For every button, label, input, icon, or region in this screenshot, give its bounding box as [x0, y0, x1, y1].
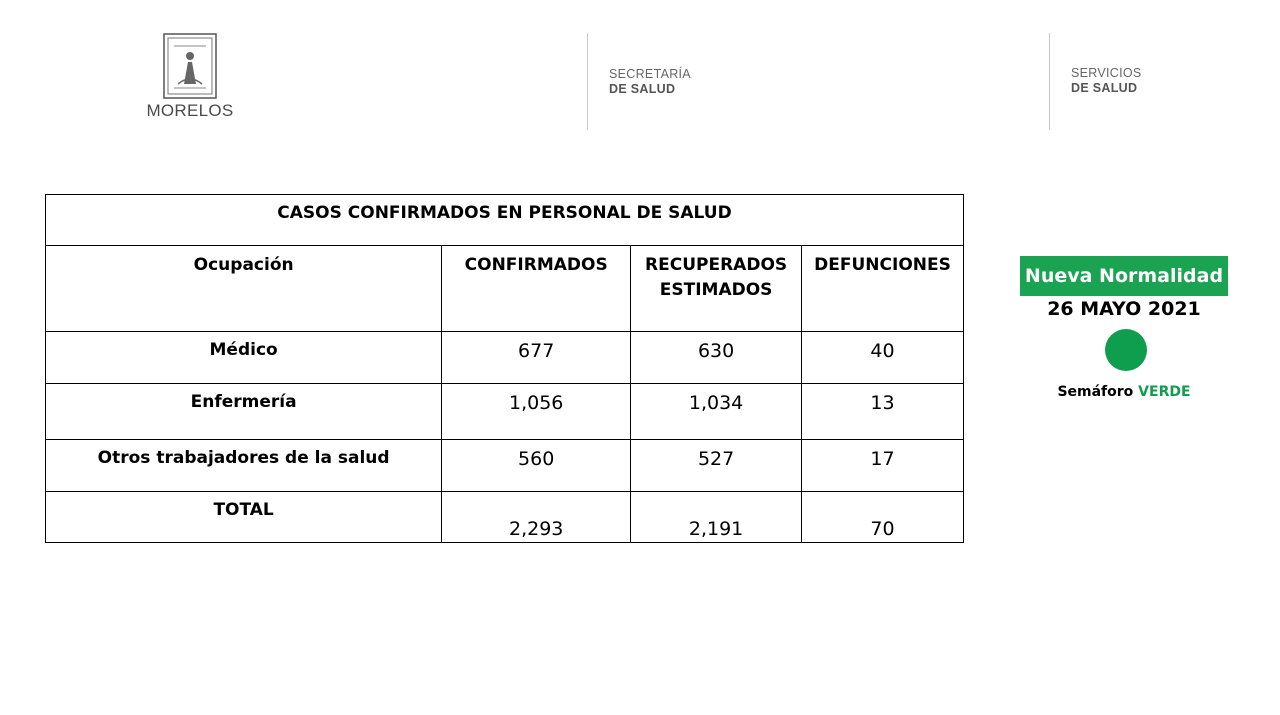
col-header-recovered	[631, 246, 802, 332]
row-recovered: 527	[631, 440, 802, 492]
semaforo-value: VERDE	[1138, 384, 1191, 400]
row-recovered: 630	[631, 332, 802, 384]
servicios-line1: SERVICIOS	[1071, 66, 1142, 80]
table-total-row	[46, 492, 964, 543]
semaforo-label: Semáforo	[1057, 384, 1134, 400]
morelos-logo-text: MORELOS	[146, 101, 234, 120]
row-confirmed: 1,056	[442, 384, 631, 440]
nueva-normalidad-badge: Nueva Normalidad	[1020, 256, 1228, 296]
total-confirmed: 2,293	[442, 492, 631, 543]
cases-table	[45, 194, 964, 543]
col-header-confirmed: CONFIRMADOS	[442, 246, 631, 332]
row-occupation: Enfermería	[46, 384, 442, 440]
col-header-recovered-line2: ESTIMADOS	[659, 280, 773, 300]
row-confirmed: 677	[442, 332, 631, 384]
traffic-light-icon	[1105, 329, 1147, 371]
row-occupation: Otros trabajadores de la salud	[46, 440, 442, 492]
table-row	[46, 384, 964, 440]
semaforo-status	[1020, 384, 1228, 400]
total-deaths: 70	[802, 492, 964, 543]
table-header-row	[46, 246, 964, 332]
col-header-recovered-line1: RECUPERADOS	[645, 255, 788, 275]
row-confirmed: 560	[442, 440, 631, 492]
row-deaths: 17	[802, 440, 964, 492]
secretaria-line2: DE SALUD	[609, 82, 676, 96]
table-title: CASOS CONFIRMADOS EN PERSONAL DE SALUD	[46, 195, 964, 246]
header-divider	[587, 33, 588, 130]
row-occupation: Médico	[46, 332, 442, 384]
total-label: TOTAL	[46, 492, 442, 543]
table-title-row	[46, 195, 964, 246]
servicios-salud-logo	[1071, 66, 1142, 96]
report-date: 26 MAYO 2021	[1047, 298, 1201, 320]
secretaria-line1: SECRETARÍA	[609, 67, 691, 81]
table-row	[46, 440, 964, 492]
secretaria-salud-logo	[609, 67, 691, 97]
header-divider	[1049, 33, 1050, 130]
total-recovered: 2,191	[631, 492, 802, 543]
col-header-deaths: DEFUNCIONES	[802, 246, 964, 332]
servicios-line2: DE SALUD	[1071, 81, 1138, 95]
col-header-occupation: Ocupación	[46, 246, 442, 332]
row-deaths: 13	[802, 384, 964, 440]
row-recovered: 1,034	[631, 384, 802, 440]
row-deaths: 40	[802, 332, 964, 384]
state-seal-icon	[162, 32, 218, 100]
table-row	[46, 332, 964, 384]
morelos-logo	[140, 32, 240, 121]
